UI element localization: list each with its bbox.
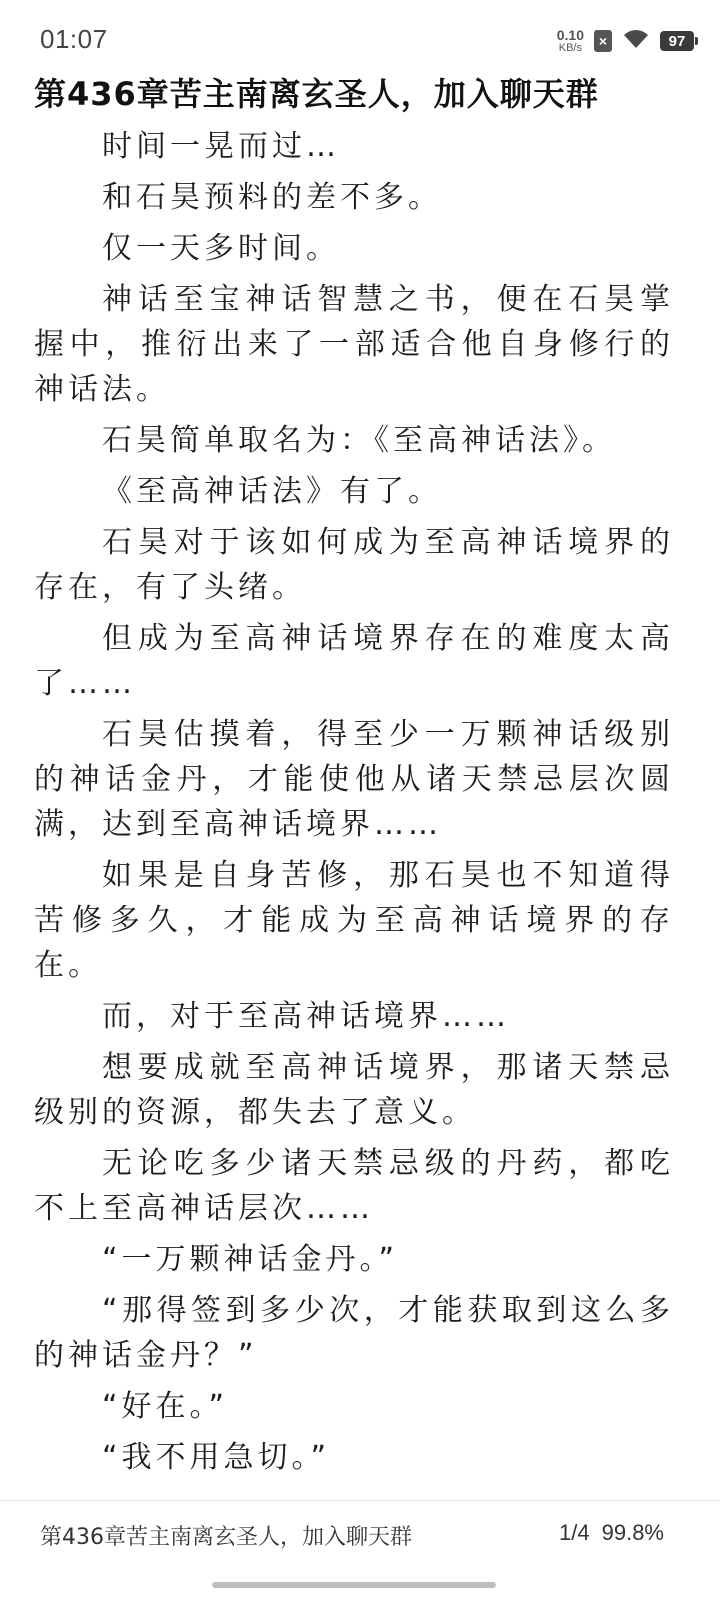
chapter-title: 第436章苦主南离玄圣人，加入聊天群 <box>34 75 599 113</box>
paragraph: 时间一晃而过… <box>102 129 340 164</box>
paragraph: 石昊估摸着，得至少一万颗神话级别的神话金丹，才能使他从诸天禁忌层次圆满，达到至高神话境界…… <box>34 717 674 842</box>
paragraph: 仅一天多时间。 <box>102 231 340 266</box>
paragraph: 无论吃多少诸天禁忌级的丹药，都吃不上至高神话层次…… <box>34 1146 674 1226</box>
reading-progress <box>559 1520 664 1546</box>
paragraph: “好在。” <box>102 1389 229 1424</box>
no-sim-icon: × <box>594 30 612 52</box>
footer-chapter-title: 第436章苦主南离玄圣人，加入聊天群 <box>40 1525 412 1550</box>
paragraph: 《至高神话法》有了。 <box>102 474 442 509</box>
paragraph: 如果是自身苦修，那石昊也不知道得苦修多久，才能成为至高神话境界的存在。 <box>34 858 674 983</box>
paragraph: 和石昊预料的差不多。 <box>102 180 442 215</box>
footer-divider <box>0 1500 720 1501</box>
wifi-icon <box>622 28 650 54</box>
status-icons <box>557 26 694 56</box>
network-speed-unit: KB/s <box>558 42 582 54</box>
reader-content[interactable] <box>34 124 674 1486</box>
paragraph: 想要成就至高神话境界，那诸天禁忌级别的资源，都失去了意义。 <box>34 1050 674 1130</box>
status-bar <box>0 0 720 80</box>
home-indicator[interactable] <box>212 1582 496 1588</box>
paragraph: 而，对于至高神话境界…… <box>102 999 510 1034</box>
network-speed <box>557 28 584 54</box>
paragraph: “那得签到多少次，才能获取到这么多的神话金丹？” <box>34 1293 674 1373</box>
paragraph: “一万颗神话金丹。” <box>102 1242 399 1277</box>
battery-level: 97 <box>668 32 686 50</box>
paragraph: 但成为至高神话境界存在的难度太高了…… <box>34 621 674 701</box>
paragraph: 石昊对于该如何成为至高神话境界的存在，有了头绪。 <box>34 525 674 605</box>
progress-percent: 99.8% <box>601 1520 664 1545</box>
page-indicator: 1/4 <box>559 1520 590 1545</box>
status-time: 01:07 <box>40 24 108 54</box>
paragraph: “我不用急切。” <box>102 1440 331 1475</box>
battery-icon <box>660 31 694 51</box>
paragraph: 石昊简单取名为：《至高神话法》。 <box>102 423 616 458</box>
paragraph: 神话至宝神话智慧之书，便在石昊掌握中，推衍出来了一部适合他自身修行的神话法。 <box>34 282 674 407</box>
network-speed-value: 0.10 <box>556 27 584 43</box>
